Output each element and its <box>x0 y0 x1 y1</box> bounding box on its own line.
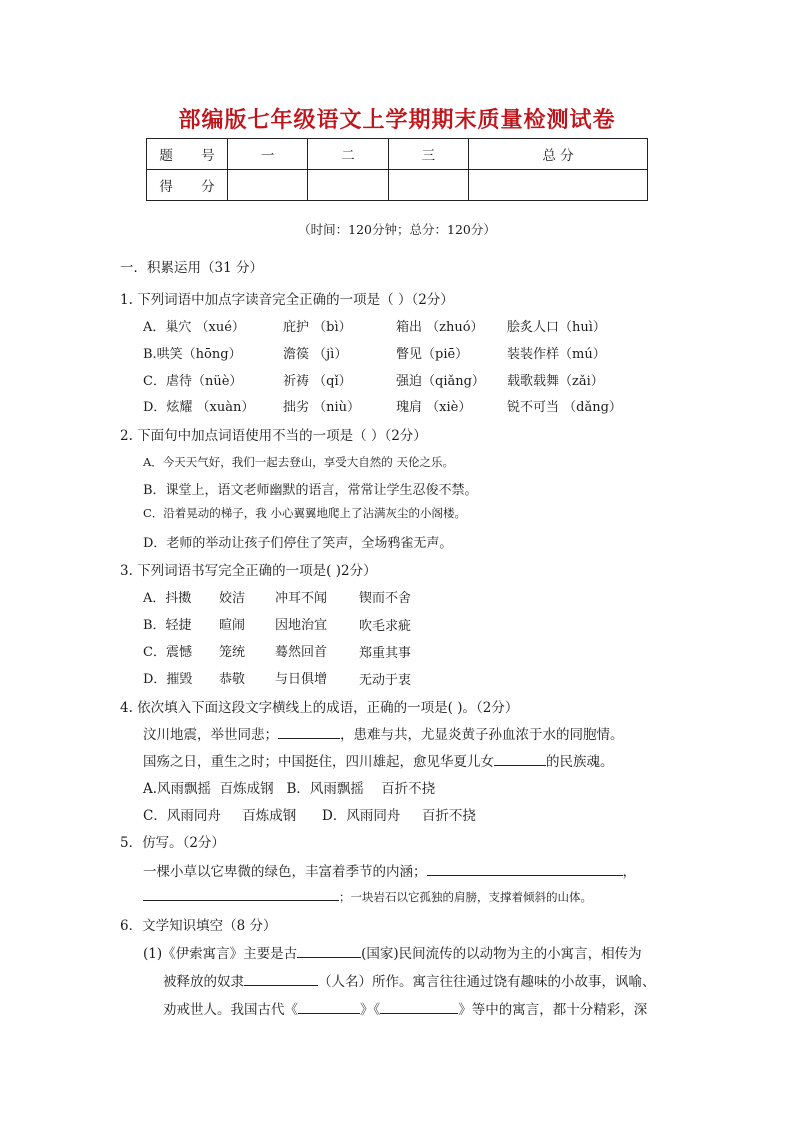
answer-blank[interactable] <box>427 861 623 876</box>
question-stem: 2. 下面句中加点词语使用不当的一项是（ ）（2分） <box>120 428 427 444</box>
option-b-4: 吹毛求疵 <box>359 619 412 634</box>
score-table <box>146 138 648 201</box>
option-c-1: C．震憾 <box>143 645 192 660</box>
imitation-line-1 <box>143 860 636 880</box>
option-b-2: 暄闹 <box>219 618 246 633</box>
option-b-1: B.哄笑（hōng） <box>143 347 242 362</box>
answer-blank[interactable] <box>380 999 458 1014</box>
passage-text: 国殇之日，重生之时；中国挺住，四川雄起，愈见华夏儿女 <box>143 754 494 770</box>
score-table-header-row <box>147 139 648 170</box>
score-table-label: 题 号 <box>147 139 228 170</box>
passage-text: 的民族魂。 <box>546 754 614 770</box>
score-input-cell[interactable] <box>469 170 648 201</box>
page-title: 部编版七年级语文上学期期末质量检测试卷 <box>178 108 616 133</box>
option-d-3: 瑰肩 （xiè） <box>396 400 472 415</box>
option-d-2: 恭敬 <box>219 672 246 687</box>
option-a-3: 冲耳不闻 <box>275 591 328 606</box>
question-stem: 1. 下列词语中加点字读音完全正确的一项是（ ）（2分） <box>120 292 454 308</box>
fill-text: 》等中的寓言，都十分精彩，深 <box>458 1002 648 1018</box>
option-c-1: C．虐待（nüè） <box>143 374 243 389</box>
option-b: B．课堂上，语文老师幽默的语言，常常让学生忍俊不禁。 <box>143 483 478 498</box>
option-d-1: D．摧毁 <box>143 672 193 687</box>
fill-text: （人名）所作。寓言往往通过饶有趣味的小故事，讽喻、 <box>318 974 656 990</box>
score-input-cell[interactable] <box>308 170 388 201</box>
fill-text: 》《 <box>360 1002 381 1018</box>
score-table-cell: 总 分 <box>469 139 648 170</box>
option-b-3: 瞥见（piē） <box>396 347 469 362</box>
option-c: C．沿着晃动的梯子，我 小心翼翼地爬上了沾满灰尘的小阁楼。 <box>143 506 466 520</box>
option-b-2: 澹篌 （jì） <box>283 347 348 362</box>
option-a-2: 庇护 （bì） <box>283 320 352 335</box>
option-a-3: 箱出 （zhuó） <box>396 320 484 335</box>
passage-line-2 <box>143 750 614 770</box>
options-ab: A.风雨飘摇 百炼成钢 B．风雨飘摇 百折不挠 <box>143 781 436 797</box>
imitation-line-2 <box>143 886 592 905</box>
option-d-2: 拙劣 （niù） <box>283 400 361 415</box>
score-table-label: 得 分 <box>147 170 228 201</box>
answer-blank[interactable] <box>494 751 546 766</box>
question-stem: 5．仿写。（2分） <box>120 835 225 851</box>
score-input-cell[interactable] <box>228 170 308 201</box>
time-info: （时间：120分钟；总分：120分） <box>298 222 496 237</box>
option-a-1: A．巢穴 （xué） <box>143 320 245 335</box>
score-table-score-row <box>147 170 648 201</box>
option-c-4: 载歌载舞（zǎi） <box>507 374 604 389</box>
option-c-4: 郑重其事 <box>359 646 412 661</box>
prompt-text: ；一块岩石以它孤独的肩膀，支撑着倾斜的山体。 <box>339 890 592 904</box>
score-input-cell[interactable] <box>388 170 468 201</box>
section-heading: 一．积累运用（31 分） <box>120 260 263 276</box>
punct: ， <box>622 864 636 880</box>
fill-text: 劝戒世人。我国古代《 <box>163 1002 298 1018</box>
passage-text: 汶川地震，举世同悲； <box>143 727 278 743</box>
option-b-4: 装装作样（mú） <box>507 347 606 362</box>
option-a-2: 姣洁 <box>219 591 246 606</box>
answer-blank[interactable] <box>244 971 318 986</box>
option-a-4: 脍炙人口（huì） <box>507 320 606 335</box>
passage-line-1 <box>143 723 624 743</box>
score-table-cell: 三 <box>388 139 468 170</box>
answer-blank[interactable] <box>297 943 361 958</box>
option-d-1: D．炫耀 （xuàn） <box>143 400 255 415</box>
option-a: A．今天天气好，我们一起去登山，享受大自然的 天伦之乐。 <box>143 455 454 469</box>
option-c-3: 强迫（qiǎng） <box>396 374 485 389</box>
fill-line-2 <box>163 970 656 990</box>
option-d-4: 无动于衷 <box>359 673 412 688</box>
question-stem: 3. 下列词语书写完全正确的一项是( )2分） <box>120 563 377 579</box>
score-table-cell: 一 <box>228 139 308 170</box>
passage-text: ，患难与共，尤显炎黄子孙血浓于水的同胞情。 <box>340 727 624 743</box>
fill-text: (1)《伊索寓言》主要是古 <box>143 946 298 962</box>
fill-text: (国家)民间流传的以动物为主的小寓言，相传为 <box>361 946 642 962</box>
option-b-3: 因地治宜 <box>275 618 328 633</box>
answer-blank[interactable] <box>298 999 360 1014</box>
option-d-4: 锐不可当 （dǎng） <box>507 400 622 415</box>
option-a-1: A．抖擞 <box>143 591 192 606</box>
prompt-text: 一棵小草以它卑微的绿色，丰富着季节的内涵； <box>143 864 427 880</box>
fill-line-1 <box>143 942 642 962</box>
option-d-3: 与日俱增 <box>275 672 328 687</box>
options-cd: C．风雨同舟 百炼成钢 D．风雨同舟 百折不挠 <box>143 808 476 824</box>
answer-blank[interactable] <box>278 724 340 739</box>
answer-blank[interactable] <box>143 886 339 901</box>
option-c-3: 蓦然回首 <box>275 645 328 660</box>
question-stem: 6．文学知识填空（8 分） <box>120 918 277 934</box>
fill-text: 被释放的奴隶 <box>163 974 244 990</box>
option-c-2: 笼统 <box>219 645 246 660</box>
score-table-cell: 二 <box>308 139 388 170</box>
option-a-4: 锲而不舍 <box>359 591 412 606</box>
question-stem: 4. 依次填入下面这段文字横线上的成语，正确的一项是( )。（2分） <box>120 700 519 716</box>
fill-line-3 <box>163 998 647 1018</box>
option-d: D．老师的举动让孩子们停住了笑声，全场鸦雀无声。 <box>143 536 453 551</box>
option-b-1: B．轻捷 <box>143 618 192 633</box>
option-c-2: 祈祷 （qǐ） <box>283 374 352 389</box>
